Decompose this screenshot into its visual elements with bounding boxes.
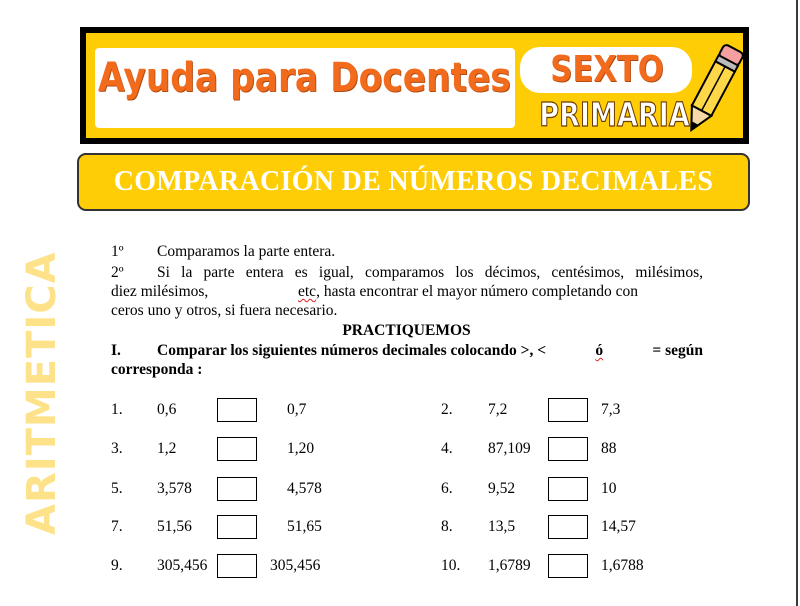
rule-1-text: Comparamos la parte entera.: [157, 243, 336, 260]
worksheet-title: COMPARACIÓN DE NÚMEROS DECIMALES: [113, 166, 714, 197]
rule-2-line-2-etc: [298, 283, 638, 301]
item-number: 6.: [441, 480, 453, 497]
item-left-value: 1,6789: [488, 557, 531, 574]
exercise-instruction-line-2: corresponda :: [111, 361, 203, 378]
item-number: 10.: [441, 557, 461, 574]
item-right-value: 1,20: [287, 440, 315, 457]
item-number: 5.: [111, 480, 123, 497]
item-number: 7.: [111, 518, 123, 535]
rule-2-line-2c: , hasta encontrar el mayor número completando con: [316, 283, 639, 300]
answer-box[interactable]: [548, 398, 588, 422]
item-right-value: 51,65: [287, 518, 322, 535]
exercise-numeral: I.: [111, 342, 121, 359]
item-number: 3.: [111, 440, 123, 457]
pencil-icon: [680, 37, 744, 141]
worksheet-title-box: [77, 153, 750, 211]
answer-box[interactable]: [548, 477, 588, 501]
banner-grade: SEXTO: [550, 49, 664, 90]
banner-title: Ayuda para Docentes: [98, 55, 511, 101]
answer-box[interactable]: [217, 515, 257, 539]
answer-box[interactable]: [217, 437, 257, 461]
item-right-value: 4,578: [287, 480, 322, 497]
window-edge: [796, 0, 798, 606]
item-left-value: 0,6: [157, 401, 177, 418]
rule-2-line-1: Si la parte entera es igual, comparamos los décimos, centésimos, milésimos,: [157, 264, 703, 281]
etc-word: etc: [298, 283, 317, 300]
header-banner: [80, 27, 749, 144]
item-left-value: 13,5: [488, 518, 516, 535]
item-number: 4.: [441, 440, 453, 457]
item-left-value: 51,56: [157, 518, 192, 535]
banner-level: PRIMARIA: [539, 95, 690, 134]
item-right-value: 1,6788: [601, 557, 644, 574]
instruction-part-a: Comparar los siguientes números decimales colocando >, <: [157, 342, 547, 359]
answer-box[interactable]: [548, 515, 588, 539]
item-right-value: 305,456: [270, 557, 321, 574]
banner-inner: [86, 33, 743, 138]
item-left-value: 1,2: [157, 440, 177, 457]
rule-2-marker: 2º: [111, 264, 124, 281]
rule-2-line-2a: diez milésimos,: [111, 283, 209, 300]
instruction-or: ó: [595, 342, 604, 359]
item-right-value: 0,7: [287, 401, 307, 418]
instruction-part-b: = según: [652, 342, 703, 359]
answer-box[interactable]: [217, 554, 257, 578]
item-number: 1.: [111, 401, 123, 418]
item-left-value: 9,52: [488, 480, 516, 497]
side-label: ARITMETICA: [19, 251, 65, 535]
item-left-value: 305,456: [157, 557, 208, 574]
answer-box[interactable]: [548, 437, 588, 461]
item-right-value: 10: [601, 480, 617, 497]
answer-box[interactable]: [217, 398, 257, 422]
rule-1-marker: 1º: [111, 243, 124, 260]
item-right-value: 7,3: [601, 401, 621, 418]
item-left-value: 3,578: [157, 480, 192, 497]
item-number: 8.: [441, 518, 453, 535]
item-right-value: 14,57: [601, 518, 636, 535]
practice-heading: PRACTIQUEMOS: [342, 322, 471, 339]
item-left-value: 7,2: [488, 401, 508, 418]
exercise-instruction: [157, 342, 703, 360]
item-left-value: 87,109: [488, 440, 531, 457]
answer-box[interactable]: [548, 554, 588, 578]
item-right-value: 88: [601, 440, 617, 457]
item-number: 9.: [111, 557, 123, 574]
answer-box[interactable]: [217, 477, 257, 501]
item-number: 2.: [441, 401, 453, 418]
rule-2-line-3: ceros uno y otros, si fuera necesario.: [111, 302, 338, 319]
